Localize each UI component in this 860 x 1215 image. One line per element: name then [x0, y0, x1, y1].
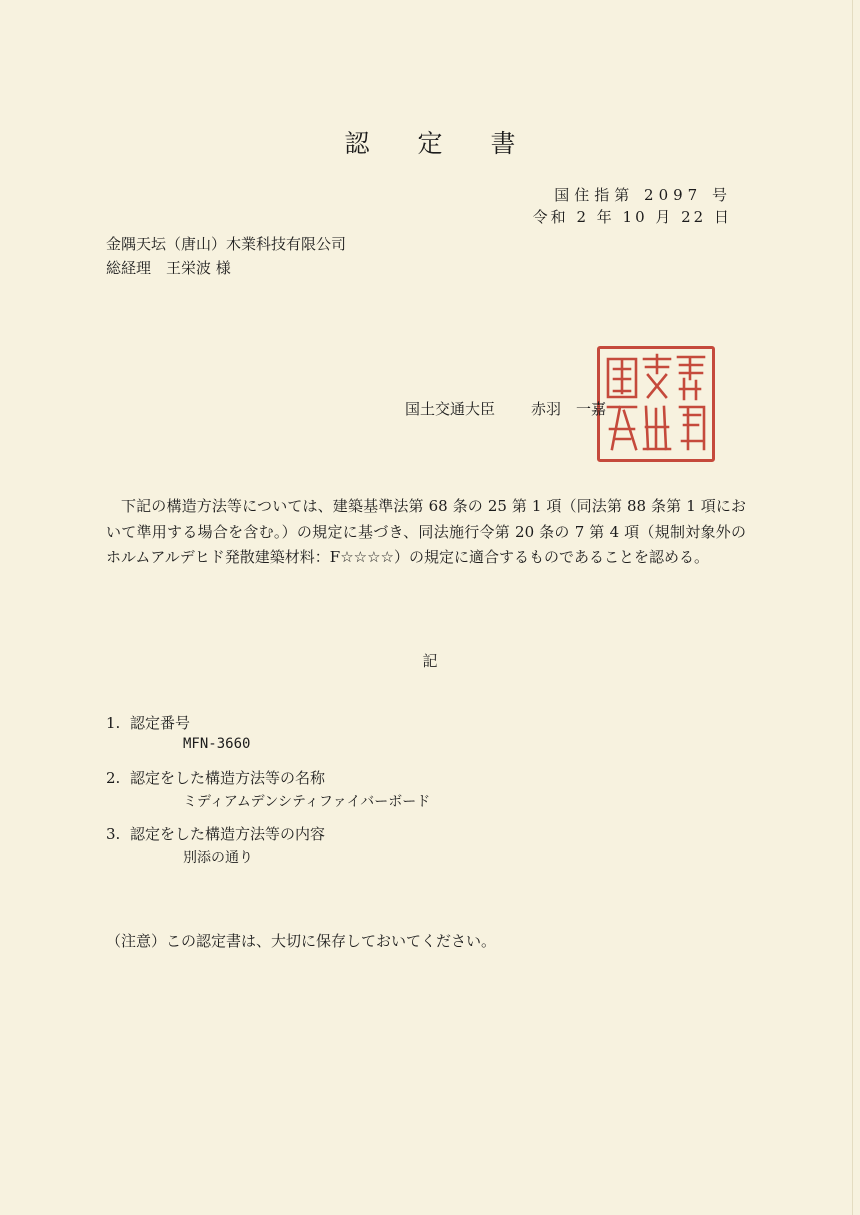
item-1	[106, 712, 190, 733]
item-label: 認定番号	[130, 714, 191, 732]
issuer-name: 赤羽 一嘉	[531, 400, 607, 418]
document-title: 認 定 書	[344, 129, 536, 158]
issuer-title: 国土交通大臣	[405, 400, 496, 418]
recipient-company: 金隅天坛（唐山）木業科技有限公司	[106, 235, 347, 253]
seal-glyphs-icon	[600, 349, 712, 459]
item-3-value: 別添の通り	[183, 850, 253, 866]
official-seal	[597, 346, 715, 462]
issuer-line	[405, 398, 606, 419]
recipient-person: 総経理 王栄波 様	[106, 259, 231, 277]
item-2-value: ミディアムデンシティファイバーボード	[183, 794, 431, 810]
certification-statement: 下記の構造方法等については、建築基準法第 68 条の 25 第 1 項（同法第 88 条第 1 項において準用する場合を含む。）の規定に基づき、同法施行令第 20 条の 7 第 4 項（規制対象外のホルムアルデヒド発散建築材料：F☆☆☆☆）の規定に適合するものであることを認める。	[106, 497, 746, 566]
item-2	[106, 767, 325, 788]
page-edge-shadow	[852, 0, 853, 1215]
caution-note: （注意）この認定書は、大切に保存しておいてください。	[106, 932, 497, 950]
item-number: 2.	[106, 769, 121, 787]
item-label: 認定をした構造方法等の名称	[130, 769, 326, 787]
recipient-block	[106, 232, 346, 280]
item-number: 3.	[106, 825, 121, 843]
item-1-value: MFN-3660	[183, 736, 251, 752]
reference-number: 国住指第 2097 号	[554, 186, 732, 204]
item-label: 認定をした構造方法等の内容	[130, 825, 326, 843]
issue-date: 令和 2 年 10 月 22 日	[532, 208, 732, 226]
item-3	[106, 823, 325, 844]
item-number: 1.	[106, 714, 121, 732]
ki-heading: 記	[422, 652, 438, 670]
